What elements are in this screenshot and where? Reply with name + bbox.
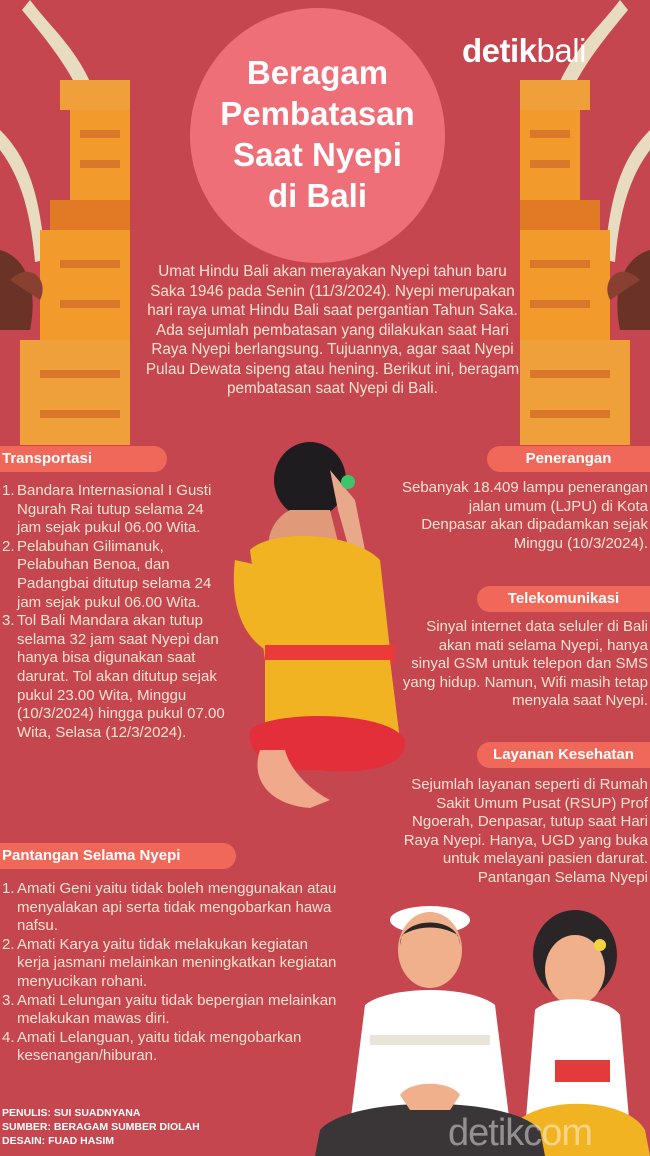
telekomunikasi-heading: Telekomunikasi (477, 586, 650, 612)
left-temple-illustration (0, 0, 130, 445)
list-item-text: Amati Geni yaitu tidak boleh menggunakan atau menyalakan api serta tidak mengobarkan hawa nafsu. (17, 880, 337, 935)
praying-woman-illustration (230, 440, 415, 815)
list-item (2, 482, 232, 538)
credit-penulis: PENULIS: SUI SUADNYANA (2, 1107, 141, 1119)
list-item-text: Amati Lelungan yaitu tidak bepergian melainkan melakukan mawas diri. (17, 991, 337, 1028)
title-line-2: Pembatasan (220, 95, 415, 132)
brand-logo-suffix: bali (536, 32, 586, 69)
page-title (200, 52, 435, 216)
brand-logo-prefix: detik (462, 32, 537, 69)
pantangan-heading: Pantangan Selama Nyepi (0, 843, 236, 869)
credits-block (2, 1106, 200, 1148)
list-item (2, 880, 337, 936)
credit-sumber: SUMBER: BERAGAM SUMBER DIOLAH (2, 1121, 200, 1133)
list-item (2, 612, 232, 742)
list-number: 4. (2, 1028, 15, 1046)
list-number: 3. (2, 612, 15, 630)
list-number: 2. (2, 935, 15, 953)
list-number: 3. (2, 991, 15, 1009)
list-number: 2. (2, 537, 15, 555)
penerangan-heading: Penerangan (487, 446, 650, 472)
telekomunikasi-text: Sinyal internet data seluler di Bali akan mati selama Nyepi, hanya sinyal GSM untuk telepon dan SMS yang hidup. Namun, Wifi masih tetap menyala saat Nyepi. (402, 618, 648, 710)
list-item-text: Amati Lelanguan, yaitu tidak mengobarkan kesenangan/hiburan. (17, 1028, 302, 1065)
list-item (2, 936, 337, 992)
transportasi-heading: Transportasi (0, 446, 167, 472)
transportasi-list (2, 482, 232, 742)
watermark-logo: detikcom (448, 1112, 593, 1154)
penerangan-text: Sebanyak 18.409 lampu penerangan jalan umum (LJPU) di Kota Denpasar akan dipadamkan sejak Minggu (10/3/2024). (401, 479, 648, 552)
credit-desain: DESAIN: FUAD HASIM (2, 1135, 114, 1147)
list-item (2, 1029, 337, 1066)
pantangan-list (2, 880, 337, 1066)
list-item-text: Pelabuhan Gilimanuk, Pelabuhan Benoa, dan Padangbai ditutup selama 24 jam sejak pukul 06.00 Wita. (17, 537, 212, 611)
title-line-3: Saat Nyepi (233, 136, 402, 173)
layanan-kesehatan-heading: Layanan Kesehatan (477, 742, 650, 768)
layanan-kesehatan-text: Sejumlah layanan seperti di Rumah Sakit Umum Pusat (RSUP) Prof Ngoerah, Denpasar, tutup saat Hari Raya Nyepi. Hanya, UGD yang buka untuk melayani pasien darurat. Pantangan Selama Nyepi (403, 776, 648, 886)
list-item-text: Tol Bali Mandara akan tutup selama 32 jam saat Nyepi dan hanya bisa digunakan saat darurat. Tol akan ditutup sejak pukul 23.00 Wita, Minggu (10/3/2024) hingga pukul 07.00 Wita, Selasa (12/3/2024). (17, 612, 225, 741)
list-item (2, 538, 232, 612)
brand-logo (462, 32, 586, 70)
list-item-text: Amati Karya yaitu tidak melakukan kegiatan kerja jasmani melainkan meningkatkan kegiatan menyucikan rohani. (17, 935, 337, 990)
list-item-text: Bandara Internasional I Gusti Ngurah Rai tutup selama 24 jam sejak pukul 06.00 Wita. (17, 482, 212, 537)
list-number: 1. (2, 482, 15, 499)
title-line-4: di Bali (267, 177, 368, 214)
list-item (2, 992, 337, 1029)
intro-paragraph: Umat Hindu Bali akan merayakan Nyepi tahun baru Saka 1946 pada Senin (11/3/2024). Nyepi merupakan hari raya umat Hindu Bali saat pergantian Tahun Saka. Ada sejumlah pembatasan yang dilakukan saat Hari Raya Nyepi berlangsung. Tujuannya, agar saat Nyepi Pulau Dewata sipeng atau hening. Berikut ini, beragam pembatasan saat Nyepi di Bali. (145, 263, 520, 397)
list-number: 1. (2, 880, 15, 897)
title-line-1: Beragam (246, 54, 389, 91)
